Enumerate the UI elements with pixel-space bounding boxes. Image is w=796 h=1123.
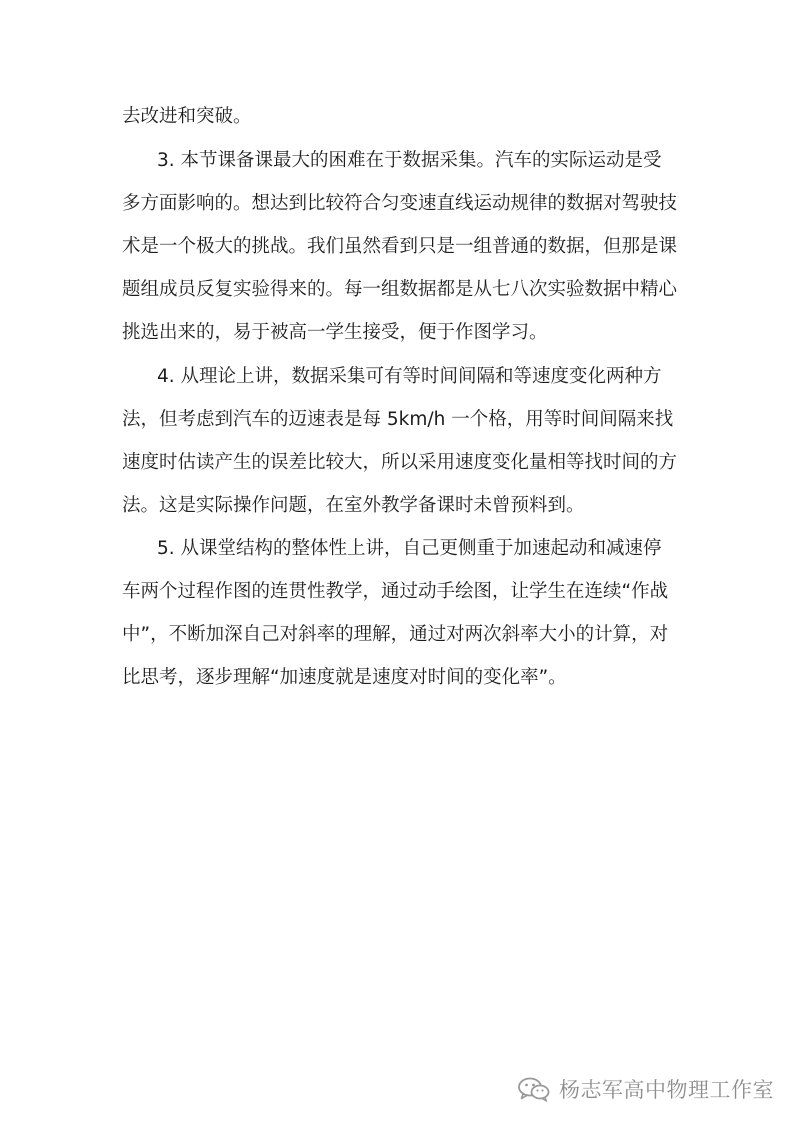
text-line: 题组成员反复实验得来的。每一组数据都是从七八次实验数据中精心 <box>122 279 678 300</box>
text-line: 中”，不断加深自己对斜率的理解，通过对两次斜率大小的计算，对 <box>122 624 669 645</box>
text-line: 速度时估读产生的误差比较大，所以采用速度变化量相等找时间的方 <box>122 452 678 473</box>
watermark-text: 杨志军高中物理工作室 <box>559 1078 774 1102</box>
paragraph-4-line: 4. 从理论上讲，数据采集可有等时间间隔和等速度变化两种方 <box>157 366 662 387</box>
text-line: 多方面影响的。想达到比较符合匀变速直线运动规律的数据对驾驶技 <box>122 193 678 214</box>
text-line: 比思考，逐步理解“加速度就是速度对时间的变化率”。 <box>122 667 567 688</box>
paragraph-5-line: 5. 从课堂结构的整体性上讲，自己更侧重于加速起动和减速停 <box>157 538 662 559</box>
text-line: 法，但考虑到汽车的迈速表是每 5km/h 一个格，用等时间间隔来找 <box>122 409 674 430</box>
text-line: 挑选出来的，易于被高一学生接受，便于作图学习。 <box>122 322 548 343</box>
text-line: 车两个过程作图的连贯性教学，通过动手绘图，让学生在连续“作战 <box>122 581 669 602</box>
paragraph-3-line: 3. 本节课备课最大的困难在于数据采集。汽车的实际运动是受 <box>157 150 662 171</box>
watermark <box>517 1074 774 1104</box>
text-line: 术是一个极大的挑战。我们虽然看到只是一组普通的数据，但那是课 <box>122 236 678 257</box>
text-line: 法。这是实际操作问题，在室外教学备课时未曾预料到。 <box>122 495 585 516</box>
text-line: 去改进和突破。 <box>122 106 252 127</box>
wechat-icon <box>517 1076 551 1102</box>
